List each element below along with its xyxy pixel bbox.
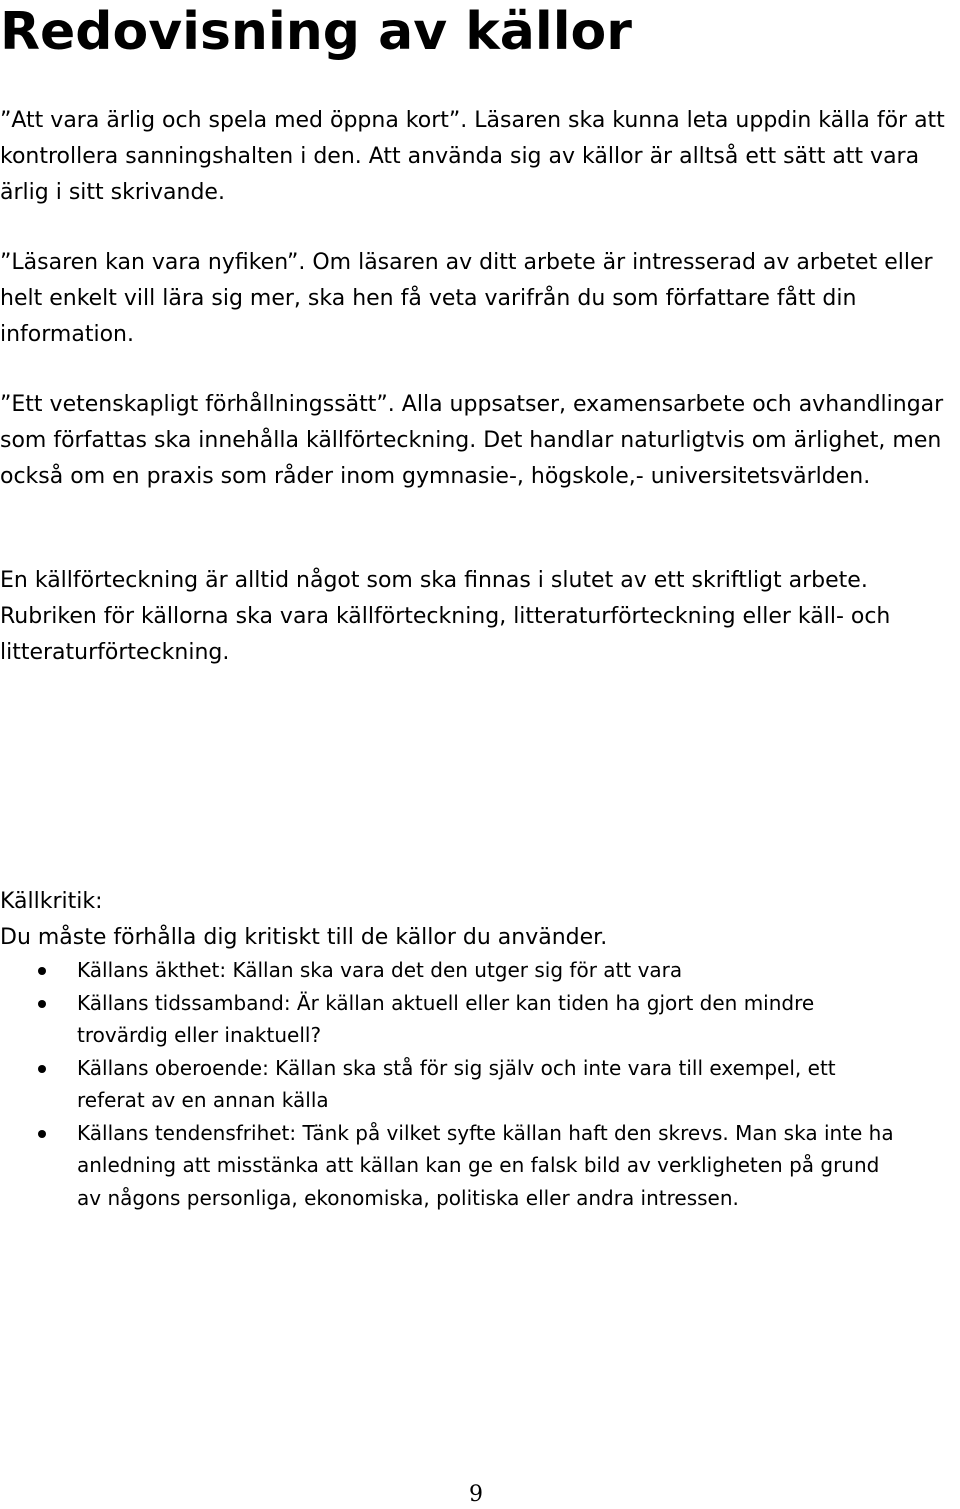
list-item (0, 954, 907, 987)
bullet-icon (38, 1065, 46, 1073)
kallkritik-intro: Du måste förhålla dig kritiskt till de källor du använder. (0, 925, 608, 950)
bullet-icon (38, 967, 46, 975)
paragraph-quote: ”Läsaren kan vara nyfiken”. (0, 250, 306, 275)
list-item-text: Källans tidssamband: Är källan aktuell eller kan tiden ha gjort den mindre trovärdig eller inaktuell? (77, 990, 815, 1047)
paragraph-curious-reader (0, 245, 960, 353)
page-title: Redovisning av källor (0, 2, 632, 62)
paragraph-text: Om läsaren av ditt arbete är intresserad av arbetet eller helt enkelt vill lära sig mer, ska hen få veta varifrån du som författare fått din information. (0, 250, 933, 347)
list-item (0, 1052, 907, 1117)
paragraph-text: Läsaren ska kunna leta uppdin källa för att kontrollera sanningshalten i den. Att använda sig av källor är alltså ett sätt att vara ärlig i sitt skrivande. (0, 108, 945, 205)
paragraph-text: Alla uppsatser, examensarbete och avhandlingar som författas ska innehålla källförteckning. Det handlar naturligtvis om ärlighet, men också om en praxis som råder inom gymnasie-, högskole,- universitetsvärlden. (0, 392, 944, 489)
paragraph-text: En källförteckning är alltid något som ska finnas i slutet av ett skriftligt arbete. Rubriken för källorna ska vara källförteckning, litteraturförteckning eller käll- och litteraturförteckning. (0, 568, 891, 665)
bullet-icon (38, 1130, 46, 1138)
list-item-text: Källans oberoende: Källan ska stå för sig själv och inte vara till exempel, ett referat av en annan källa (77, 1055, 836, 1112)
list-item (0, 987, 907, 1052)
page-number: 9 (469, 1482, 483, 1507)
kallkritik-list (0, 954, 960, 1214)
paragraph-quote: ”Att vara ärlig och spela med öppna kort”. (0, 108, 468, 133)
paragraph-honesty (0, 103, 960, 211)
paragraph-quote: ”Ett vetenskapligt förhållningssätt”. (0, 392, 395, 417)
bullet-icon (38, 1000, 46, 1008)
kallkritik-heading: Källkritik: (0, 889, 103, 914)
list-item (0, 1117, 907, 1215)
list-item-text: Källans äkthet: Källan ska vara det den utger sig för att vara (77, 958, 683, 982)
list-item-text: Källans tendensfrihet: Tänk på vilket syfte källan haft den skrevs. Man ska inte ha anledning att misstänka att källan kan ge en falsk bild av verkligheten på grund av någons personliga, ekonomiska, politiska eller andra intressen. (77, 1120, 894, 1210)
paragraph-scientific-approach (0, 387, 960, 495)
paragraph-source-list (0, 563, 960, 671)
